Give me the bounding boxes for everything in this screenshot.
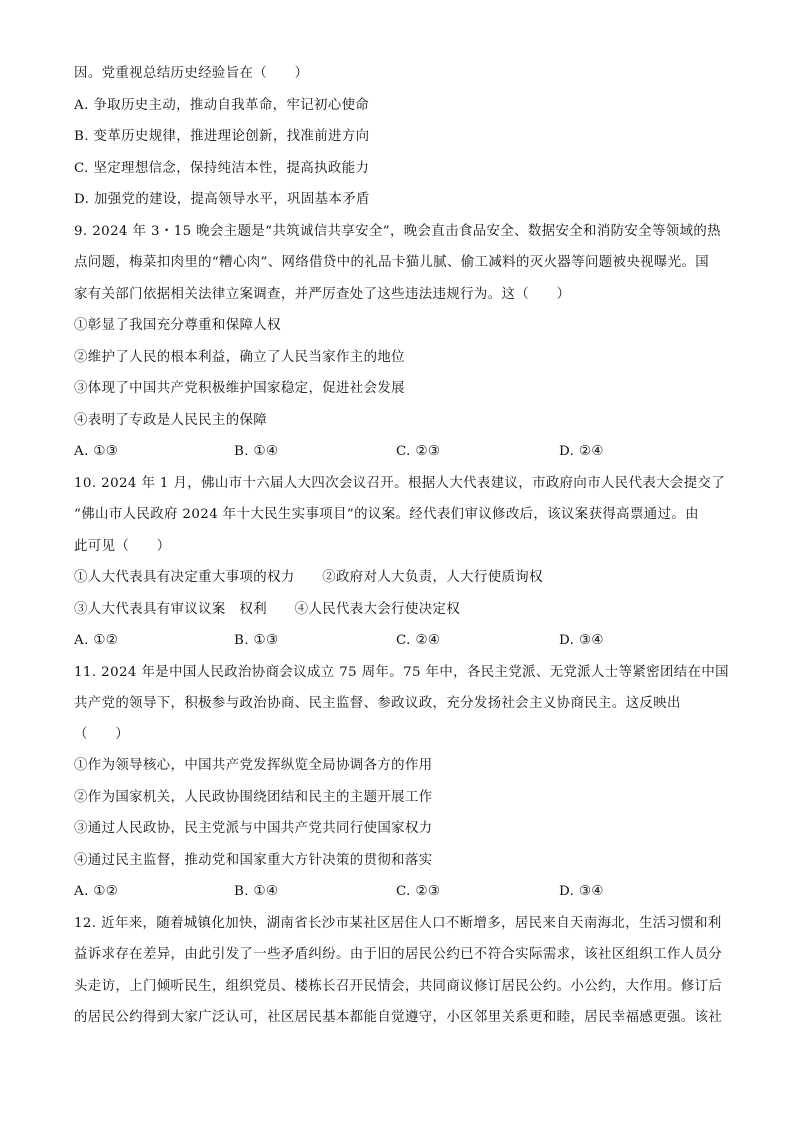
q10-stem-line-2: “佛山市人民政府 2024 年十大民生实事项目”的议案。经代表们审议修改后，该议案获得高票通过。由	[74, 507, 699, 522]
q12-stem-line-1: 12. 近年来，随着城镇化加快，湖南省长沙市某社区居住人口不断增多，居民来自天南海北，生活习惯和利	[74, 916, 722, 931]
q11-item-3: ③通过人民政协，民主党派与中国共产党共同行使国家权力	[74, 821, 433, 836]
q10-choice-b: B. ①③	[234, 633, 279, 648]
q11-item-1: ①作为领导核心，中国共产党发挥纵览全局协调各方的作用	[74, 758, 433, 773]
q10-choice-c: C. ②④	[396, 633, 441, 648]
q10-choice-d: D. ③④	[559, 633, 604, 648]
q9-item-2: ②维护了人民的根本利益，确立了人民当家作主的地位	[74, 350, 405, 365]
q10-choice-a: A. ①②	[74, 633, 119, 648]
q11-stem-line-3: （ ）	[74, 727, 130, 742]
q11-choice-a: A. ①②	[74, 884, 119, 899]
q8-option-a: A. 争取历史主动，推动自我革命，牢记初心使命	[74, 98, 370, 113]
q9-choices	[74, 443, 726, 461]
q9-choice-b: B. ①④	[234, 444, 279, 459]
q11-stem-line-1: 11. 2024 年是中国人民政治协商会议成立 75 周年。75 年中，各民主党派、无党派人士等紧密团结在中国	[74, 665, 729, 680]
q9-choice-d: D. ②④	[559, 444, 604, 459]
q10-item-row-2: ③人大代表具有审议议案 权利 ④人民代表大会行使决定权	[74, 602, 461, 617]
q10-stem-line-3: 此可见（ ）	[74, 539, 171, 554]
q11-choices	[74, 883, 726, 901]
q8-option-b: B. 变革历史规律，推进理论创新，找准前进方向	[74, 129, 370, 144]
q11-choice-c: C. ②③	[396, 884, 441, 899]
q8-option-d: D. 加强党的建设，提高领导水平，巩固基本矛盾	[74, 192, 370, 207]
q9-choice-a: A. ①③	[74, 444, 119, 459]
q10-choices	[74, 632, 726, 650]
q8-stem-tail: 因。党重视总结历史经验旨在（ ）	[74, 66, 309, 81]
q9-stem-line-2: 点问题，梅菜扣肉里的“糟心肉”、网络借贷中的礼品卡猫儿腻、偷工减料的灭火器等问题被央视曝光。国	[74, 255, 710, 270]
q9-item-3: ③体现了中国共产党积极维护国家稳定，促进社会发展	[74, 381, 405, 396]
q9-choice-c: C. ②③	[396, 444, 441, 459]
q11-stem-line-2: 共产党的领导下，积极参与政治协商、民主监督、参政议政，充分发扬社会主义协商民主。这反映出	[74, 696, 681, 711]
q9-stem-line-1: 9. 2024 年 3・15 晚会主题是“共筑诚信共享安全”，晚会直击食品安全、数据安全和消防安全等领域的热	[74, 224, 721, 239]
q9-stem-line-3: 家有关部门依据相关法律立案调查，并严厉查处了这些违法违规行为。这（ ）	[74, 287, 571, 302]
q11-item-4: ④通过民主监督，推动党和国家重大方针决策的贯彻和落实	[74, 853, 433, 868]
q12-stem-line-2: 益诉求存在差异，由此引发了一些矛盾纠纷。由于旧的居民公约已不符合实际需求，该社区组织工作人员分	[74, 947, 723, 962]
q9-item-1: ①彰显了我国充分尊重和保障人权	[74, 318, 281, 333]
q10-item-row-1: ①人大代表具有决定重大事项的权力 ②政府对人大负责，人大行使质询权	[74, 570, 543, 585]
q12-stem-line-4: 的居民公约得到大家广泛认可，社区居民基本都能自觉遵守，小区邻里关系更和睦，居民幸福感更强。该社	[74, 1010, 723, 1025]
q10-stem-line-1: 10. 2024 年 1 月，佛山市十六届人大四次会议召开。根据人大代表建议，市政府向市人民代表大会提交了	[74, 476, 726, 491]
q8-option-c: C. 坚定理想信念，保持纯洁本性，提高执政能力	[74, 161, 370, 176]
q12-stem-line-3: 头走访，上门倾听民生，组织党员、楼栋长召开民情会，共同商议修订居民公约。小公约，大作用。修订后	[74, 979, 723, 994]
q11-choice-d: D. ③④	[559, 884, 604, 899]
q9-item-4: ④表明了专政是人民民主的保障	[74, 413, 268, 428]
q11-item-2: ②作为国家机关，人民政协围绕团结和民主的主题开展工作	[74, 790, 433, 805]
q11-choice-b: B. ①④	[234, 884, 279, 899]
